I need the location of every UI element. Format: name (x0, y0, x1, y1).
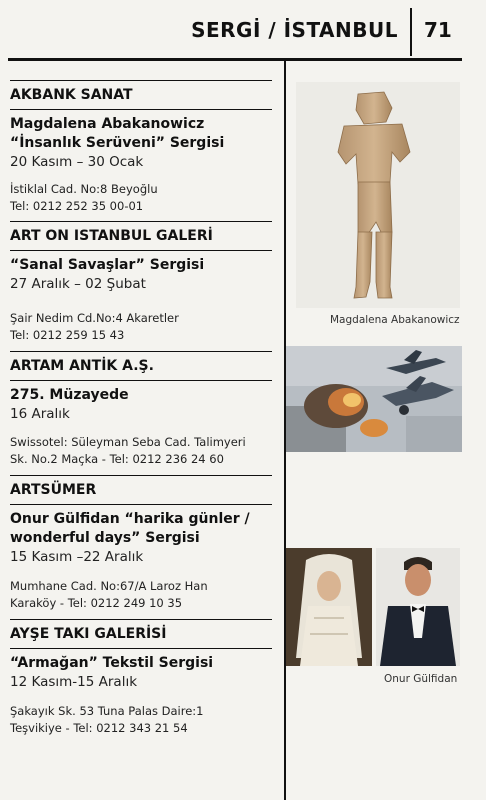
portraits-caption: Onur Gülfidan (384, 673, 458, 685)
address-line: Mumhane Cad. No:67/A Laroz Han (10, 579, 208, 593)
event-title-line: 275. Müzayede (10, 387, 129, 403)
warplanes-scene (286, 346, 462, 452)
event-date: 16 Aralık (10, 406, 70, 422)
address (10, 434, 272, 468)
warplanes-image (286, 346, 462, 452)
event-title (10, 654, 272, 673)
event-title-line: “Sanal Savaşlar” Sergisi (10, 257, 205, 273)
section-rule (10, 648, 272, 649)
gallery-name: AYŞE TAKI GALERİSİ (10, 626, 167, 642)
address-line: Swissotel: Süleyman Seba Cad. Talimyeri (10, 435, 246, 449)
page-header (0, 0, 486, 58)
gallery-name: ART ON ISTANBUL GALERİ (10, 228, 213, 244)
page-number: 71 (424, 18, 452, 42)
section-rule (10, 109, 272, 110)
event-date: 15 Kasım –22 Aralık (10, 549, 144, 565)
bride-figure (286, 548, 372, 666)
event-title (10, 386, 272, 405)
event-date: 27 Aralık – 02 Şubat (10, 276, 146, 292)
address (10, 310, 272, 344)
gallery-name: ARTAM ANTİK A.Ş. (10, 358, 154, 374)
phone-line: Sk. No.2 Maçka - Tel: 0212 236 24 60 (10, 452, 224, 466)
section-rule (10, 380, 272, 381)
header-divider (410, 8, 412, 56)
event-title (10, 115, 272, 153)
gallery-name: AKBANK SANAT (10, 87, 133, 103)
groom-portrait-image (376, 548, 460, 666)
address (10, 578, 272, 612)
sculpture-caption: Magdalena Abakanowicz (330, 314, 460, 326)
phone-line: Tel: 0212 252 35 00-01 (10, 199, 144, 213)
listing-art-on-istanbul (10, 221, 272, 344)
listing-ayse-taki (10, 619, 272, 737)
listing-artsumer (10, 475, 272, 612)
event-date: 12 Kasım-15 Aralık (10, 674, 138, 690)
section-rule (10, 250, 272, 251)
gallery-listings (10, 62, 272, 737)
event-title (10, 510, 272, 548)
phone-line: Teşvikiye - Tel: 0212 343 21 54 (10, 721, 188, 735)
listing-akbank-sanat (10, 80, 272, 215)
address (10, 703, 272, 737)
event-title-line: Magdalena Abakanowicz (10, 116, 205, 132)
sculpture-image (296, 82, 460, 308)
address-line: Şakayık Sk. 53 Tuna Palas Daire:1 (10, 704, 204, 718)
event-title-line: “Armağan” Tekstil Sergisi (10, 655, 214, 671)
address (10, 181, 272, 215)
gallery-name: ARTSÜMER (10, 482, 97, 498)
address-line: Şair Nedim Cd.No:4 Akaretler (10, 311, 179, 325)
address-line: İstiklal Cad. No:8 Beyoğlu (10, 182, 158, 196)
section-rule (10, 504, 272, 505)
event-title-line: Onur Gülfidan “harika günler / (10, 511, 250, 527)
bride-portrait-image (286, 548, 372, 666)
event-date: 20 Kasım – 30 Ocak (10, 154, 144, 170)
phone-line: Karaköy - Tel: 0212 249 10 35 (10, 596, 183, 610)
groom-figure (376, 548, 460, 666)
sculpture-figure (296, 82, 460, 308)
phone-line: Tel: 0212 259 15 43 (10, 328, 125, 342)
section-title: SERGİ / İSTANBUL (191, 18, 398, 42)
event-title-line: wonderful days” Sergisi (10, 530, 200, 546)
event-title-line: “İnsanlık Serüveni” Sergisi (10, 135, 225, 151)
event-title (10, 256, 272, 275)
listing-artam-antik (10, 351, 272, 468)
header-rule (8, 58, 462, 61)
